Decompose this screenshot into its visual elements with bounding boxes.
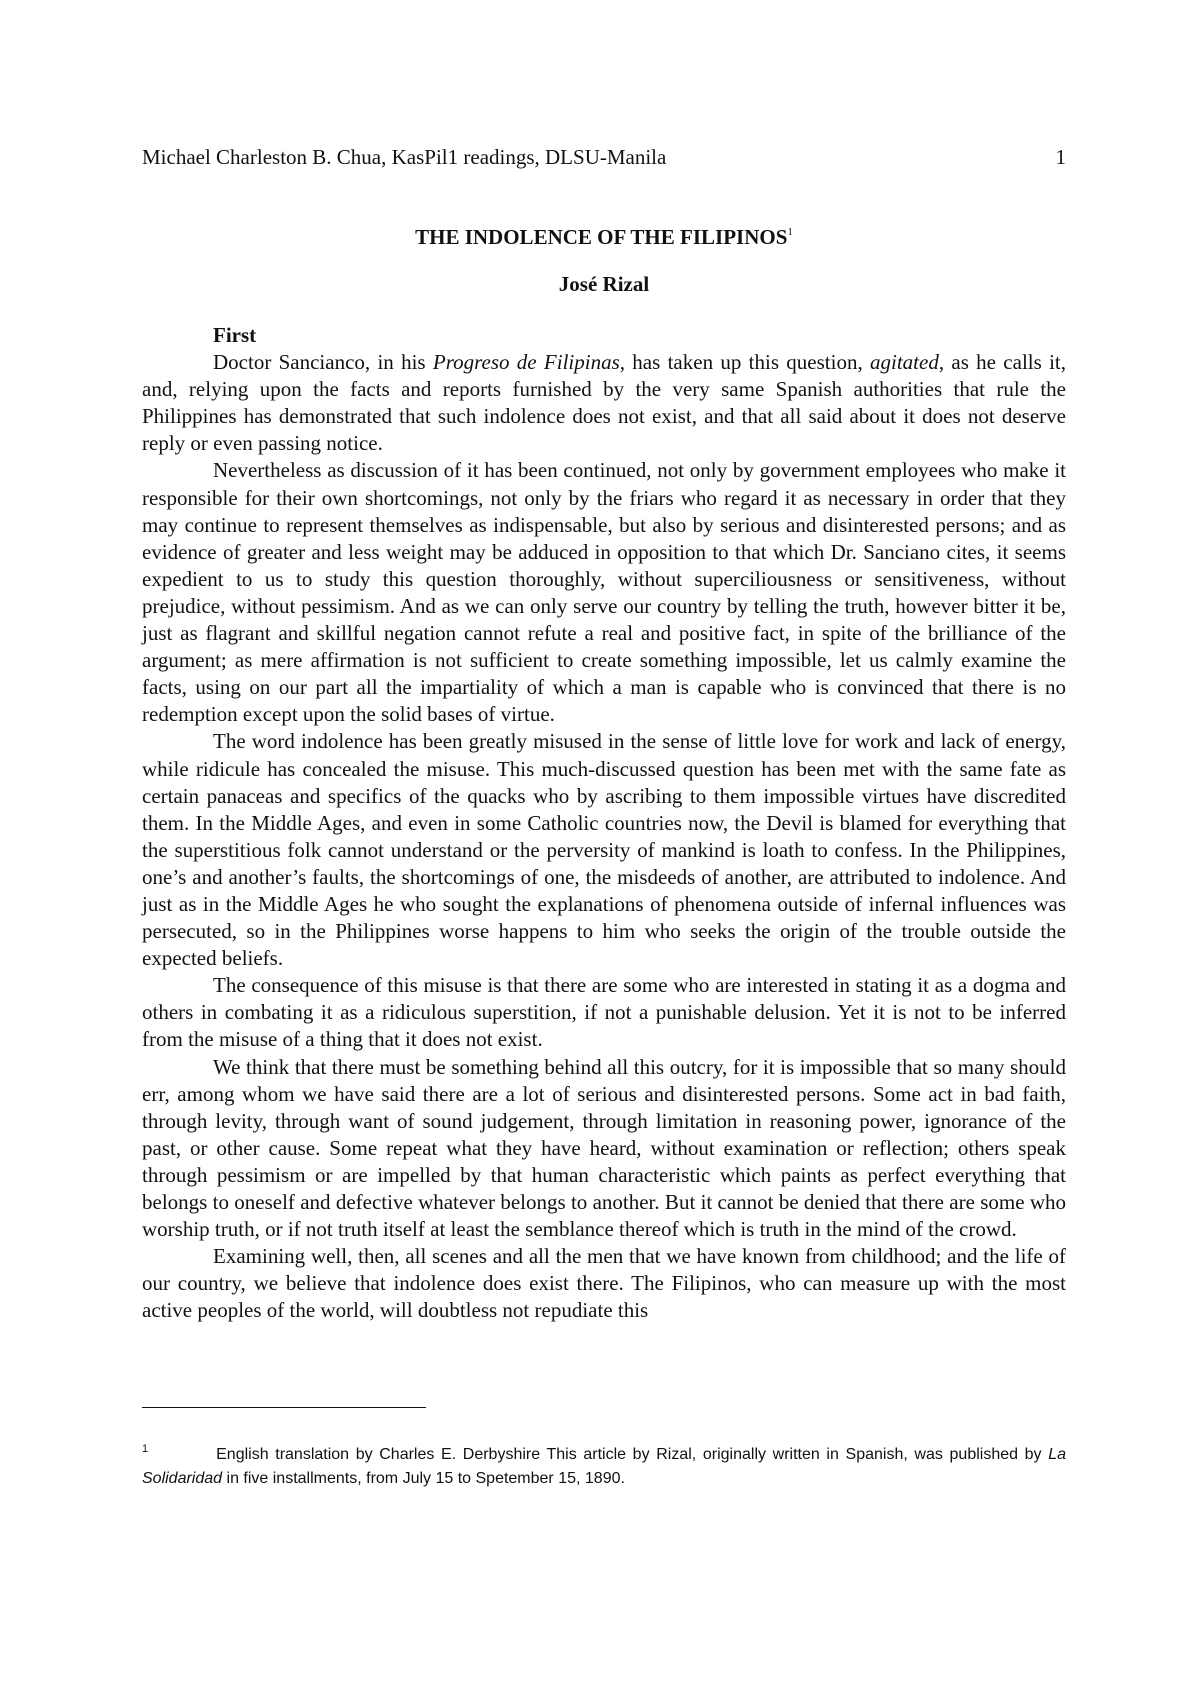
author-name: José Rizal <box>558 272 650 296</box>
footnote-text-a: English translation by Charles E. Derbyshire This article by Rizal, originally written in Spanish, was published by <box>216 1446 1049 1463</box>
paragraph-1-text-c: , has taken up this question, <box>619 350 871 375</box>
footnote <box>142 1437 1066 1491</box>
footnote-text-c: in five installments, from July 15 to Spetember 15, 1890. <box>222 1470 625 1487</box>
paragraph-1-text-e: , as he calls it, and, relying upon the facts and reports furnished by the very same Spanish authorities that rule the Philippines has demonstrated that such indolence does not exist, and that all said about it does not deserve reply or even passing notice. <box>142 350 1066 456</box>
title-text: THE INDOLENCE OF THE FILIPINOS <box>415 225 788 249</box>
document-title <box>142 218 1066 251</box>
running-head: Michael Charleston B. Chua, KasPil1 readings, DLSU-Manila <box>142 145 667 169</box>
paragraph-1 <box>142 349 1066 457</box>
paragraph-3: The word indolence has been greatly misused in the sense of little love for work and lack of energy, while ridicule has concealed the misuse. This much-discussed question has been met with the same fate as certain panaceas and specifics of the quacks who by ascribing to them impossible virtues have discredited them. In the Middle Ages, and even in some Catholic countries now, the Devil is blamed for everything that the superstitious folk cannot understand or the perversity of mankind is loath to confess. In the Philippines, one’s and another’s faults, the shortcomings of one, the misdeeds of another, are attributed to indolence. And just as in the Middle Ages he who sought the explanations of phenomena outside of infernal influences was persecuted, so in the Philippines worse happens to him who seeks the origin of the trouble outside the expected beliefs. <box>142 729 1066 971</box>
section-heading: First <box>213 323 257 347</box>
footnote-divider <box>142 1407 426 1408</box>
book-title-italic: Progreso de Filipinas <box>432 350 620 375</box>
newspaper-title-italic: La Solidaridad <box>142 1446 1066 1487</box>
footnote-marker: 1 <box>142 1443 149 1455</box>
title-footnote-marker[interactable]: 1 <box>787 226 793 238</box>
paragraph-4: The consequence of this misuse is that there are some who are interested in stating it as a dogma and others in combating it as a ridiculous superstition, if not a punishable delusion. Yet it is not to be inferred from the misuse of a thing that it does not exist. <box>142 973 1066 1052</box>
paragraph-6: Examining well, then, all scenes and all the men that we have known from childhood; and the life of our country, we believe that indolence does exist there. The Filipinos, who can measure up with the most active peoples of the world, will doubtless not repudiate this <box>142 1244 1066 1323</box>
emphasis-italic: agitated <box>870 350 939 375</box>
paragraph-5: We think that there must be something behind all this outcry, for it is impossible that so many should err, among whom we have said there are a lot of serious and disinterested persons. Some act in bad faith, through levity, through want of sound judgement, through limitation in reasoning power, ignorance of the past, or other cause. Some repeat what they have heard, without examination or reflection; others speak through pessimism or are impelled by that human characteristic which paints as perfect everything that belongs to oneself and defective whatever belongs to another. But it cannot be denied that there are some who worship truth, or if not truth itself at least the semblance thereof which is truth in the mind of the crowd. <box>142 1054 1066 1242</box>
paragraph-1-text-a: Doctor Sancianco, in his <box>213 350 433 375</box>
body-text <box>142 322 1066 1324</box>
paragraph-2: Nevertheless as discussion of it has been continued, not only by government employees who make it responsible for their own shortcomings, not only by the friars who regard it as necessary in order that they may continue to represent themselves as indispensable, but also by serious and disinterested persons; and as evidence of greater and less weight may be adduced in opposition to that which Dr. Sanciano cites, it seems expedient to us to study this question thoroughly, without superciliousness or sensitiveness, without prejudice, without pessimism. And as we can only serve our country by telling the truth, however bitter it be, just as flagrant and skillful negation cannot refute a real and positive fact, in spite of the brilliance of the argument; as mere affirmation is not sufficient to create something impossible, let us calmly examine the facts, using on our part all the impartiality of which a man is capable who is convinced that there is no redemption except upon the solid bases of virtue. <box>142 458 1066 727</box>
page-number: 1 <box>1055 145 1066 169</box>
